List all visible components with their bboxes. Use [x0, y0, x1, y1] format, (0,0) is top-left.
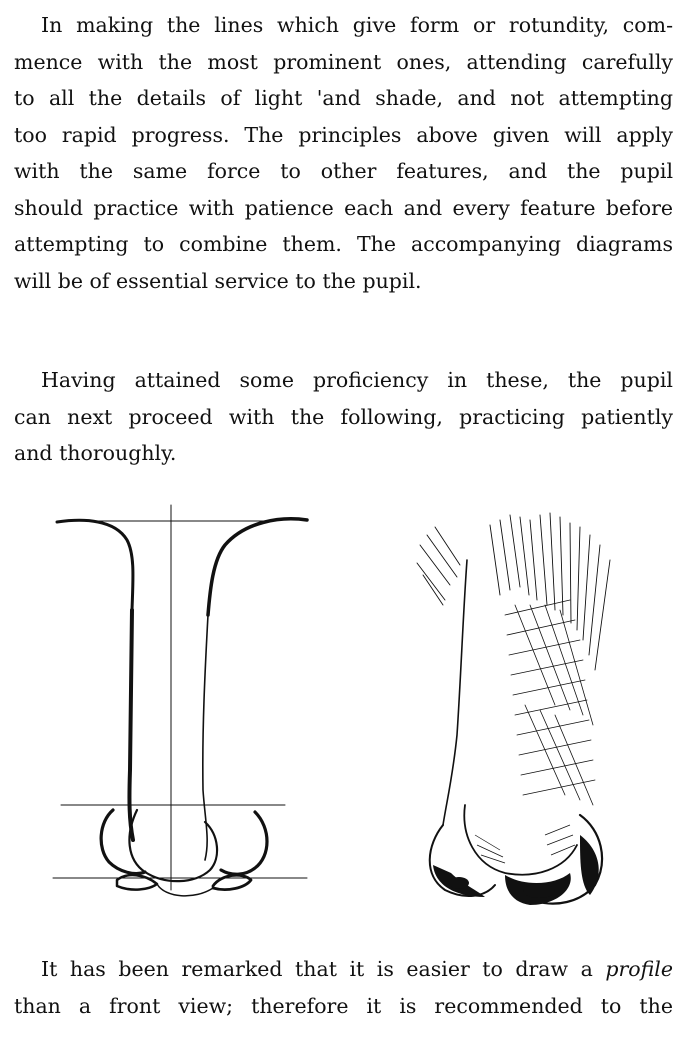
text-line: should practice with patience each and every feature before	[14, 195, 673, 220]
text-run: It has been remarked that it is easier to draw a	[41, 957, 606, 981]
text-line: Having attained some proficiency in these, the pupil	[41, 368, 673, 392]
text-line: with the same force to other features, and the pupil	[14, 159, 673, 183]
text-line: too rapid progress. The principles above given will apply	[14, 122, 673, 147]
emphasized-word: profile	[605, 957, 673, 981]
text-line	[14, 951, 673, 988]
text-line: will be of essential service to the pupil.	[14, 268, 422, 293]
text-line: and thoroughly.	[14, 441, 177, 465]
text-line: In making the lines which give form or rotundity, com-	[41, 13, 673, 37]
text-line: than a front view; therefore it is recommended to the	[14, 993, 673, 1018]
text-line: mence with the most prominent ones, attending carefully	[14, 49, 673, 74]
text-line: attempting to combine them. The accompanying diagrams	[14, 232, 673, 256]
text-line: can next proceed with the following, practicing patiently	[14, 404, 673, 429]
text-line: to all the details of light 'and shade, and not attempting	[14, 86, 673, 110]
nose-outline-diagram	[45, 500, 315, 920]
nose-shaded-engraving	[405, 505, 630, 915]
paragraph-3	[14, 951, 673, 1024]
paragraph-1	[14, 7, 673, 299]
paragraph-2	[14, 362, 673, 472]
